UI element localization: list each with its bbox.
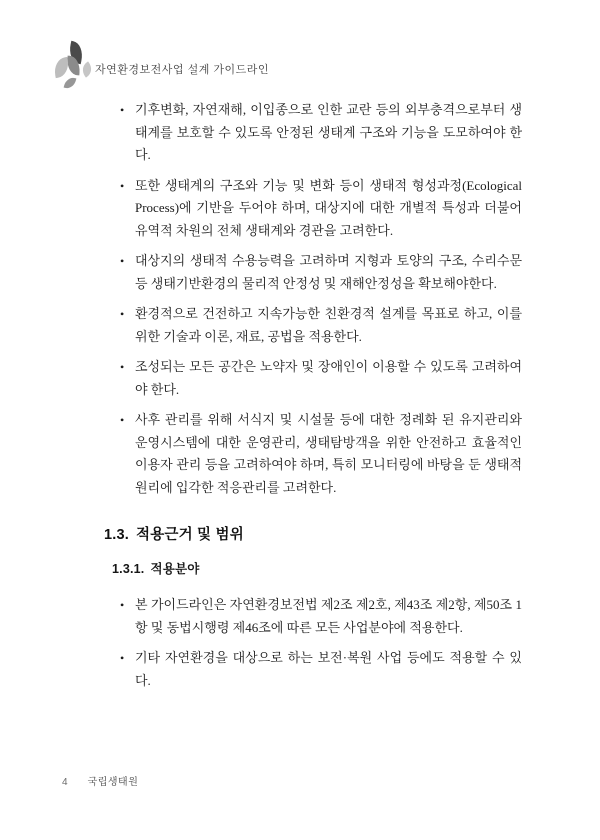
section-number: 1.3. (104, 527, 129, 543)
page-header (54, 42, 269, 89)
subsection-number: 1.3.1. (112, 562, 145, 576)
page-content (104, 99, 522, 700)
subsection-heading (112, 559, 522, 577)
document-title: 자연환경보전사업 설계 가이드라인 (95, 64, 270, 76)
bullet-item: • 대상지의 생태적 수용능력을 고려하며 지형과 토양의 구조, 수리수문 등 생태기반환경의 물리적 안정성 및 재해안정성을 확보해야한다. (104, 250, 522, 295)
bullet-item: • 또한 생태계의 구조와 기능 및 변화 등이 생태적 형성과정(Ecological Process)에 기반을 두어야 하며, 대상지에 대한 개별적 특성과 더불어 유역적 차원의 전체 생태계와 경관을 고려한다. (104, 175, 522, 243)
bullet-item: • 기후변화, 자연재해, 이입종으로 인한 교란 등의 외부충격으로부터 생태계를 보호할 수 있도록 안정된 생태계 구조와 기능을 도모하여야 한다. (104, 99, 522, 167)
section-heading (104, 523, 522, 544)
bullet-item: • 사후 관리를 위해 서식지 및 시설물 등에 대한 정례화 된 유지관리와 운영시스템에 대한 운영관리, 생태탐방객을 위한 안전하고 효율적인 이용자 관리 등을 고려하여야 하며, 특히 모니터링에 바탕을 둔 생태적 원리에 입각한 적응관리를 고려한다. (104, 409, 522, 499)
bullet-item: • 조성되는 모든 공간은 노약자 및 장애인이 이용할 수 있도록 고려하여야 한다. (104, 356, 522, 401)
leaf-shape-mid-small (64, 76, 77, 90)
page-number: 4 (62, 777, 68, 788)
footer-organization: 국립생태원 (87, 777, 139, 788)
bullet-item: • 본 가이드라인은 자연환경보전법 제2조 제2호, 제43조 제2항, 제50조 1항 및 동법시행령 제46조에 따른 모든 사업분야에 적용한다. (104, 594, 522, 639)
bullet-item: • 환경적으로 건전하고 지속가능한 친환경적 설계를 목표로 하고, 이를 위한 기술과 이론, 재료, 공법을 적용한다. (104, 303, 522, 348)
page-footer (62, 773, 138, 788)
subsection-title: 적용분야 (150, 562, 200, 576)
section-title: 적용근거 및 범위 (136, 527, 244, 543)
design-principles-list (104, 99, 522, 499)
leaf-cluster-logo-icon (54, 42, 92, 89)
leaf-shape-light-small (79, 61, 95, 77)
application-scope-list (104, 594, 522, 692)
bullet-item: • 기타 자연환경을 대상으로 하는 보전·복원 사업 등에도 적용할 수 있다. (104, 647, 522, 692)
